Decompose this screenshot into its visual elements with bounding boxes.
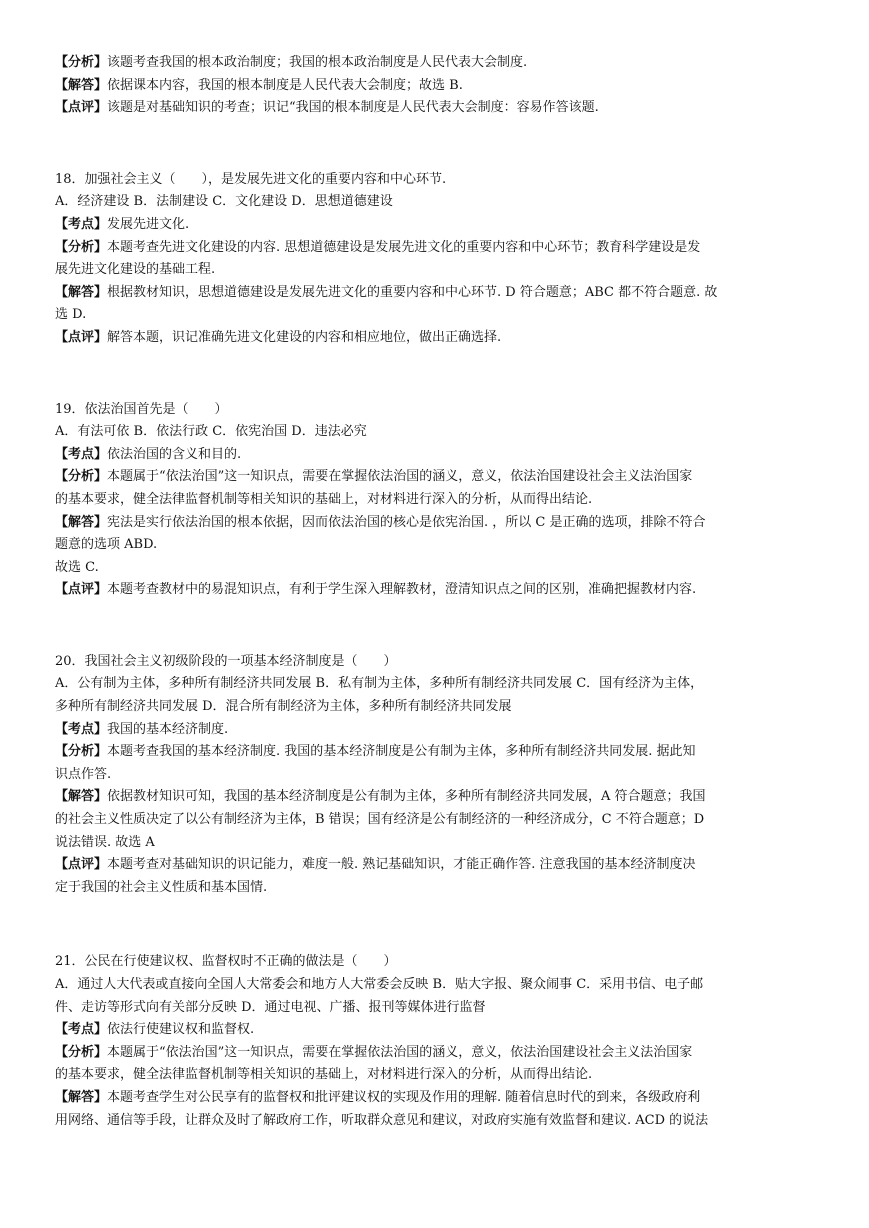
comment-line: 【点评】本题考查教材中的易混知识点，有利于学生深入理解教材，澄清知识点之间的区别，准确把握教材内容. — [55, 582, 697, 598]
analysis-line-cont: 识点作答. — [55, 766, 112, 782]
question-options: A．通过人大代表或直接向全国人大常委会和地方人大常委会反映 B．贴大字报、聚众闹事 C．采用书信、电子邮 — [55, 977, 704, 992]
answer-line-cont: 的社会主义性质决定了以公有制经济为主体，B 错误；国有经济是公有制经济的一种经济成分，C 不符合题意；D — [55, 812, 705, 828]
question-title: 18．加强社会主义（ ），是发展先进文化的重要内容和中心环节. — [55, 171, 447, 187]
answer-line-cont: 故选 C. — [55, 559, 99, 575]
answer-tag: 【解答】 — [55, 77, 108, 93]
spacer — [55, 899, 815, 951]
document-body — [55, 52, 815, 1132]
point-line: 【考点】我国的基本经济制度. — [55, 721, 229, 737]
answer-tag: 【解答】 — [55, 1089, 108, 1105]
question-19 — [55, 399, 815, 602]
answer-tag: 【解答】 — [55, 514, 108, 530]
comment-tag: 【点评】 — [55, 329, 108, 345]
analysis-line: 【分析】本题属于“依法治国”这一知识点，需要在掌握依法治国的涵义，意义，依法治国建设社会主义法治国家 — [55, 469, 693, 485]
comment-line-cont: 定于我国的社会主义性质和基本国情. — [55, 879, 268, 895]
analysis-line-cont: 的基本要求，健全法律监督机制等相关知识的基础上，对材料进行深入的分析，从而得出结论. — [55, 491, 593, 507]
point-tag: 【考点】 — [55, 721, 108, 737]
answer-line: 【解答】宪法是实行依法治国的根本依据，因而依法治国的核心是依宪治国. ，所以 C 是正确的选项，排除不符合 — [55, 514, 706, 530]
question-options: A．公有制为主体，多种所有制经济共同发展 B．私有制为主体，多种所有制经济共同发展 C．国有经济为主体， — [55, 676, 704, 692]
analysis-line: 【分析】本题考查先进文化建设的内容. 思想道德建设是发展先进文化的重要内容和中心环节；教育科学建设是发 — [55, 239, 701, 255]
point-line: 【考点】依法治国的含义和目的. — [55, 446, 242, 462]
comment-tag: 【点评】 — [55, 582, 108, 598]
question-options-cont: 多种所有制经济共同发展 D．混合所有制经济为主体，多种所有制经济共同发展 — [55, 699, 512, 715]
question-options-cont: 件、走访等形式向有关部分反映 D．通过电视、广播、报刊等媒体进行监督 — [55, 999, 486, 1015]
answer-line-cont: 说法错误. 故选 A — [55, 834, 155, 850]
analysis-line: 【分析】本题属于“依法治国”这一知识点，需要在掌握依法治国的涵义，意义，依法治国建设社会主义法治国家 — [55, 1044, 693, 1060]
question-options: A．经济建设 B．法制建设 C．文化建设 D．思想道德建设 — [55, 194, 393, 210]
analysis-line: 【分析】本题考查我国的基本经济制度. 我国的基本经济制度是公有制为主体，多种所有制经济共同发展. 据此知 — [55, 744, 696, 760]
point-line: 【考点】依法行使建议权和监督权. — [55, 1022, 255, 1038]
point-tag: 【考点】 — [55, 1022, 108, 1038]
top-answer: 【解答】依据课本内容，我国的根本制度是人民代表大会制度；故选 B. — [55, 77, 463, 93]
analysis-tag: 【分析】 — [55, 55, 108, 70]
question-options: A．有法可依 B．依法行政 C．依宪治国 D．违法必究 — [55, 424, 367, 440]
comment-line: 【点评】本题考查对基础知识的识记能力，难度一般. 熟记基础知识，才能正确作答. 注意我国的基本经济制度决 — [55, 857, 696, 873]
comment-tag: 【点评】 — [55, 100, 108, 116]
question-20 — [55, 651, 815, 900]
comment-tag: 【点评】 — [55, 857, 108, 873]
analysis-tag: 【分析】 — [55, 744, 108, 760]
analysis-line-cont: 展先进文化建设的基础工程. — [55, 262, 216, 278]
analysis-tag: 【分析】 — [55, 469, 108, 485]
question-title: 20．我国社会主义初级阶段的一项基本经济制度是（ ） — [55, 653, 397, 669]
point-line: 【考点】发展先进文化. — [55, 216, 190, 232]
answer-tag: 【解答】 — [55, 789, 108, 805]
top-analysis: 【分析】该题考查我国的根本政治制度；我国的根本政治制度是人民代表大会制度. — [55, 55, 528, 70]
analysis-tag: 【分析】 — [55, 239, 108, 255]
answer-line: 【解答】根据教材知识，思想道德建设是发展先进文化的重要内容和中心环节. D 符合题意；ABC 都不符合题意. 故 — [55, 284, 718, 300]
answer-line-cont: 用网络、通信等手段，让群众及时了解政府工作，听取群众意见和建议，对政府实施有效监督和建议. ACD 的说法 — [55, 1112, 709, 1128]
comment-line: 【点评】解答本题，识记准确先进文化建设的内容和相应地位，做出正确选择. — [55, 329, 502, 345]
answer-tag: 【解答】 — [55, 284, 108, 300]
question-18 — [55, 169, 815, 350]
question-21 — [55, 951, 815, 1132]
question-title: 19．依法治国首先是（ ） — [55, 401, 228, 417]
answer-line: 【解答】依据教材知识可知，我国的基本经济制度是公有制为主体，多种所有制经济共同发展，A 符合题意；我国 — [55, 789, 706, 805]
point-tag: 【考点】 — [55, 446, 108, 462]
top-comment: 【点评】该题是对基础知识的考查；识记“我国的根本制度是人民代表大会制度：容易作答该题. — [55, 100, 599, 116]
question-title: 21．公民在行使建议权、监督权时不正确的做法是（ ） — [55, 954, 397, 970]
point-tag: 【考点】 — [55, 216, 108, 232]
spacer — [55, 602, 815, 651]
spacer — [55, 120, 815, 169]
answer-line-cont: 题意的选项 ABD. — [55, 537, 158, 553]
answer-line: 【解答】本题考查学生对公民享有的监督权和批评建议权的实现及作用的理解. 随着信息时代的到来，各级政府利 — [55, 1089, 701, 1105]
analysis-line-cont: 的基本要求，健全法律监督机制等相关知识的基础上，对材料进行深入的分析，从而得出结论. — [55, 1067, 593, 1083]
answer-line-cont: 选 D. — [55, 307, 87, 323]
analysis-tag: 【分析】 — [55, 1044, 108, 1060]
spacer — [55, 350, 815, 399]
